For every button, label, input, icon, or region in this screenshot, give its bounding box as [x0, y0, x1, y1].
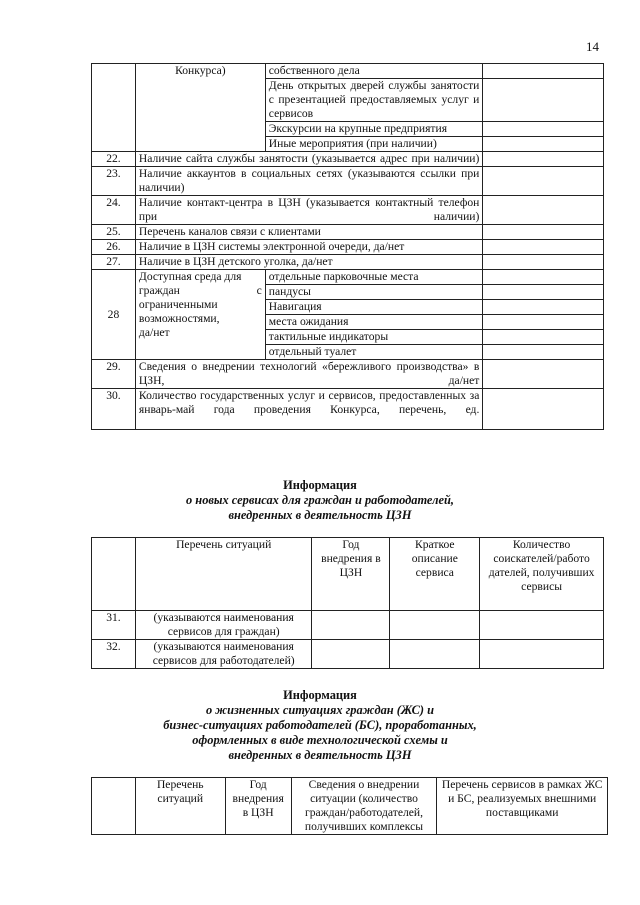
row-text: Количество государственных услуг и сервисов, предоставленных за январь-май года проведения Конкурса, перечень, ед.: [135, 389, 482, 430]
row-text: Сведения о внедрении технологий «бережливого производства» в ЦЗН, да/нет: [135, 360, 482, 389]
sub-item: Экскурсии на крупные предприятия: [265, 122, 483, 137]
situations-table: [91, 777, 608, 835]
table-row: [92, 64, 604, 79]
table-row: [92, 270, 604, 285]
row-name: Конкурса): [135, 64, 265, 152]
row-text: (указываются наименования сервисов для граждан): [135, 611, 312, 640]
table-header-row: [92, 538, 604, 611]
column-header: Перечень ситуаций: [135, 538, 312, 611]
row-number: 25.: [92, 225, 136, 240]
row-number: 31.: [92, 611, 136, 640]
table-row: [92, 152, 604, 167]
sub-item: пандусы: [265, 285, 483, 300]
table-row: [92, 360, 604, 389]
table-row: [92, 640, 604, 669]
services-table: [91, 537, 604, 669]
sub-item: отдельный туалет: [265, 345, 483, 360]
table-row: [92, 225, 604, 240]
section-heading-situations: Информация о жизненных ситуациях граждан (ЖС) и бизнес-ситуациях работодателей (БС), проработанных, оформленных в виде технологической схемы и внедренных в деятельность ЦЗН: [163, 688, 477, 762]
row-number: 28: [92, 270, 136, 360]
criteria-table: [91, 63, 604, 430]
row-number: 23.: [92, 167, 136, 196]
sub-item: места ожидания: [265, 315, 483, 330]
row-text: Наличие в ЦЗН детского уголка, да/нет: [135, 255, 482, 270]
sub-item: тактильные индикаторы: [265, 330, 483, 345]
sub-item: День открытых дверей службы занятости с презентацией предоставляемых услуг и сервисов: [265, 79, 483, 122]
row-text: Наличие сайта службы занятости (указывается адрес при наличии): [135, 152, 482, 167]
table-header-row: [92, 778, 608, 835]
row-text: (указываются наименования сервисов для работодателей): [135, 640, 312, 669]
table-row: [92, 240, 604, 255]
row-number: 22.: [92, 152, 136, 167]
column-header: Год внедрения в ЦЗН: [225, 778, 291, 835]
sub-item: Навигация: [265, 300, 483, 315]
section-heading-services: Информация о новых сервисах для граждан и работодателей, внедренных в деятельность ЦЗН: [186, 478, 454, 522]
row-text: Наличие в ЦЗН системы электронной очереди, да/нет: [135, 240, 482, 255]
row-number: 24.: [92, 196, 136, 225]
row-number: 32.: [92, 640, 136, 669]
column-header: Сведения о внедрении ситуации (количество граждан/работодателей, получивших комплексы: [291, 778, 437, 835]
column-header: Год внедрения в ЦЗН: [312, 538, 390, 611]
sub-item: Иные мероприятия (при наличии): [265, 137, 483, 152]
page-number: 14: [586, 39, 599, 54]
row-number: 29.: [92, 360, 136, 389]
row-number: 26.: [92, 240, 136, 255]
row-number: 27.: [92, 255, 136, 270]
row-text: Наличие аккаунтов в социальных сетях (указываются ссылки при наличии): [135, 167, 482, 196]
row-text: Перечень каналов связи с клиентами: [135, 225, 482, 240]
table-row: [92, 255, 604, 270]
table-row: [92, 196, 604, 225]
table-row: [92, 389, 604, 430]
sub-item: собственного дела: [265, 64, 483, 79]
row-number: 30.: [92, 389, 136, 430]
column-header: Перечень ситуаций: [135, 778, 225, 835]
column-header: Краткое описание сервиса: [390, 538, 480, 611]
column-header: Количество соискателей/работо дателей, получивших сервисы: [480, 538, 604, 611]
sub-item: отдельные парковочные места: [265, 270, 483, 285]
table-row: [92, 611, 604, 640]
row-text: Наличие контакт-центра в ЦЗН (указывается контактный телефон при наличии): [135, 196, 482, 225]
column-header: Перечень сервисов в рамках ЖС и БС, реализуемых внешними поставщиками: [437, 778, 608, 835]
table-row: [92, 167, 604, 196]
row-name: Доступная среда для граждан с ограниченными возможностями, да/нет: [135, 270, 265, 360]
